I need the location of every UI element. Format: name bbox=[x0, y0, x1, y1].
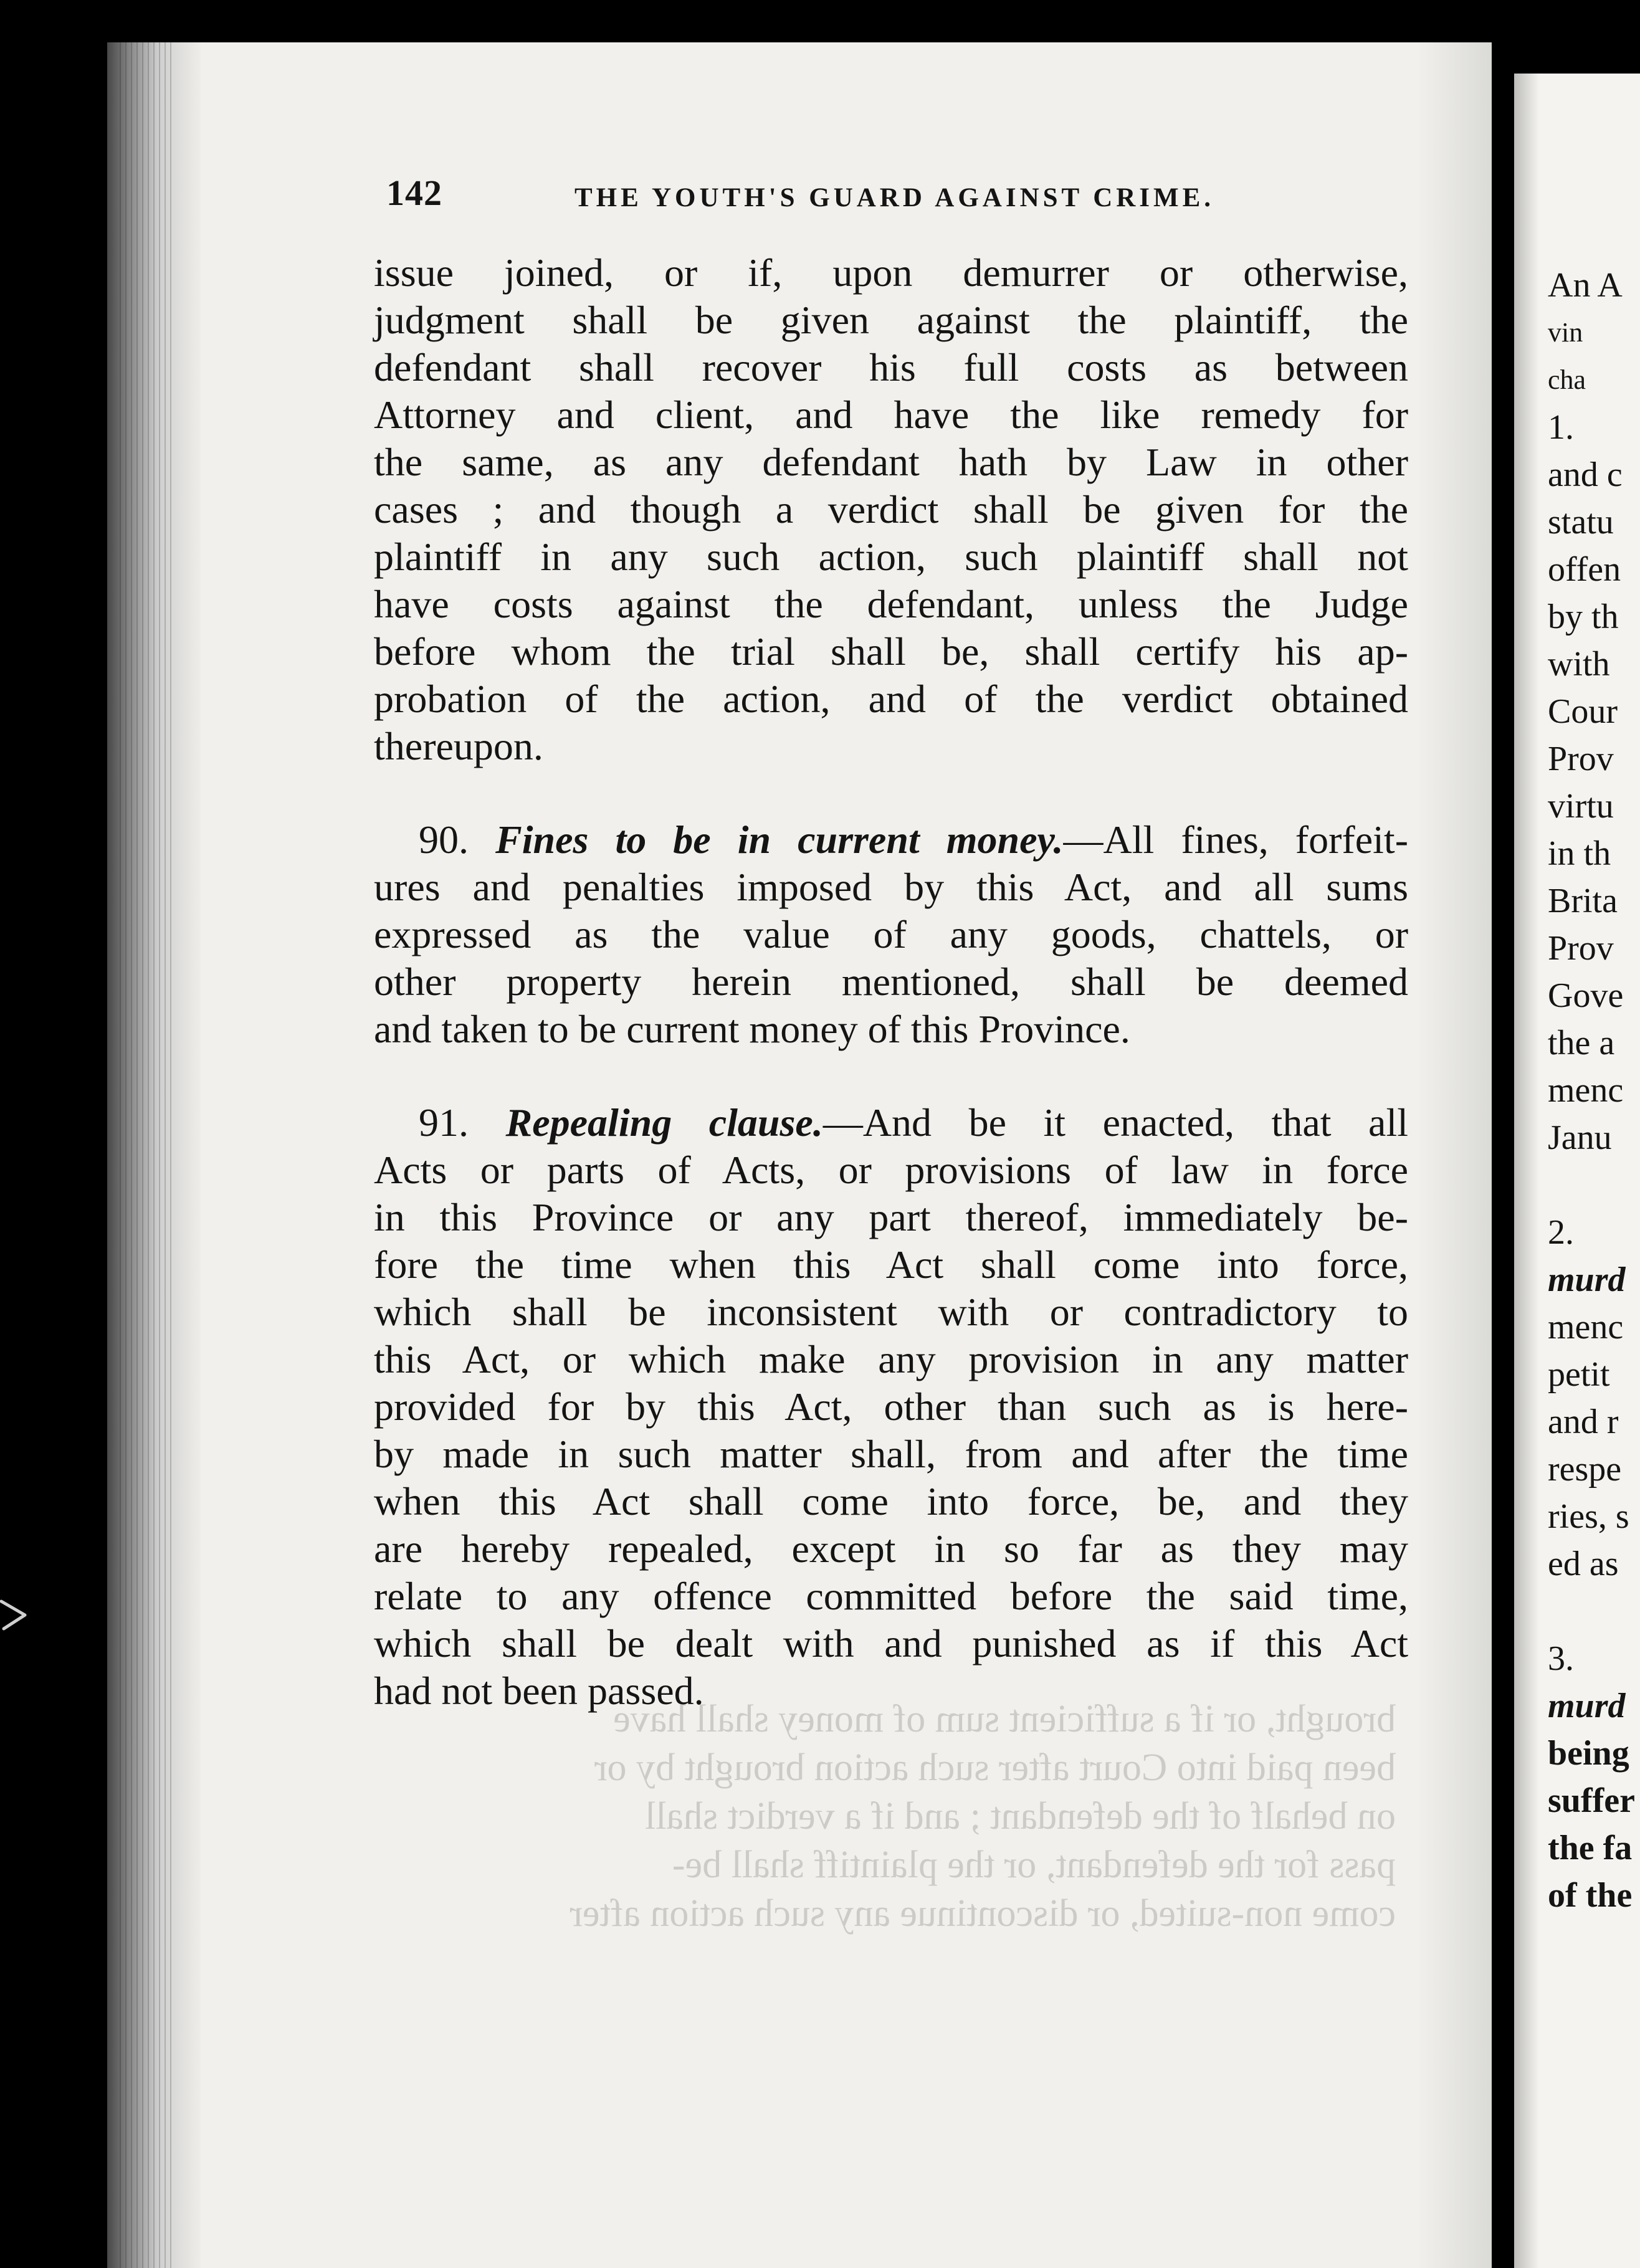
right-page-line: ed as bbox=[1548, 1545, 1619, 1583]
running-title: THE YOUTH'S GUARD AGAINST CRIME. bbox=[574, 183, 1215, 212]
text-line: and taken to be current money of this Province. bbox=[374, 1007, 1130, 1051]
right-page-line: by th bbox=[1548, 598, 1619, 636]
text-line: expressed as the value of any goods, chattels, or bbox=[374, 912, 1408, 956]
right-page-line: suffer bbox=[1548, 1781, 1635, 1820]
right-page-line: menc bbox=[1548, 1071, 1624, 1110]
text-line: have costs against the defendant, unless the Judge bbox=[374, 582, 1408, 626]
right-page-line: ries, s bbox=[1548, 1497, 1629, 1536]
text-line: this Act, or which make any provision in any matter bbox=[374, 1337, 1408, 1381]
text-line: thereupon. bbox=[374, 724, 543, 768]
text-line: when this Act shall come into force, be, and they bbox=[374, 1479, 1408, 1523]
text-line: other property herein mentioned, shall be deemed bbox=[374, 960, 1408, 1004]
right-page-line: of the bbox=[1548, 1876, 1633, 1915]
right-page-line: Brita bbox=[1548, 882, 1618, 920]
page-edges bbox=[120, 42, 176, 2268]
right-page-line bbox=[1548, 1161, 1640, 1209]
text-line: which shall be inconsistent with or contradictory to bbox=[374, 1290, 1408, 1334]
right-page-line: murd bbox=[1548, 1687, 1626, 1725]
text-line: the same, as any defendant hath by Law in other bbox=[374, 440, 1408, 484]
text-line: provided for by this Act, other than such as is here- bbox=[374, 1384, 1408, 1429]
page-fold-shadow bbox=[1417, 42, 1492, 2268]
right-page-line: 3. bbox=[1548, 1639, 1574, 1678]
section-90 bbox=[374, 816, 1408, 1053]
right-page-line: the a bbox=[1548, 1024, 1615, 1062]
text-line: which shall be dealt with and punished as if this Act bbox=[374, 1621, 1408, 1665]
right-page-line: and r bbox=[1548, 1403, 1619, 1441]
text-line: had not been passed. bbox=[374, 1669, 704, 1713]
right-page-line: 2. bbox=[1548, 1213, 1574, 1252]
right-page-line: menc bbox=[1548, 1308, 1624, 1346]
right-page-line: virtu bbox=[1548, 787, 1614, 826]
right-page-line: cha bbox=[1548, 364, 1586, 395]
right-page-line: murd bbox=[1548, 1260, 1626, 1299]
text-line: ures and penalties imposed by this Act, and all sums bbox=[374, 865, 1408, 909]
section-title: Repealing clause. bbox=[505, 1100, 823, 1145]
right-page-line: respe bbox=[1548, 1450, 1622, 1489]
right-page-text bbox=[1548, 262, 1640, 1919]
right-page-line: vin bbox=[1548, 317, 1583, 348]
text-line: fore the time when this Act shall come into force, bbox=[374, 1242, 1408, 1287]
continuation-paragraph bbox=[374, 249, 1408, 770]
right-page-line: in th bbox=[1548, 834, 1611, 873]
section-text: —All fines, forfeit- bbox=[1063, 817, 1408, 862]
text-line: before whom the trial shall be, shall certify his ap- bbox=[374, 629, 1408, 674]
bleed-through-text: brought, or if a sufficient sum of money shall have been paid into Court after such action brought by or on behalf of the defendant ; and if a verdict shall pass for the defendant, or the plaintiff shall be- come non-suited, or discontinue any such action after bbox=[570, 1698, 1396, 1935]
right-page-line: Gove bbox=[1548, 976, 1624, 1015]
right-page-line: being bbox=[1548, 1734, 1629, 1773]
text-line: plaintiff in any such action, such plaintiff shall not bbox=[374, 535, 1408, 579]
right-page-line: offen bbox=[1548, 550, 1621, 589]
right-page-line: Prov bbox=[1548, 929, 1614, 968]
right-page-line: 1. bbox=[1548, 408, 1574, 447]
right-page-line: petit bbox=[1548, 1355, 1610, 1394]
right-page-line: statu bbox=[1548, 503, 1614, 541]
section-heading-line bbox=[374, 1099, 1408, 1146]
clip-mark-icon bbox=[0, 1596, 45, 1634]
page-number: 142 bbox=[386, 173, 442, 213]
running-head bbox=[386, 168, 1271, 218]
body-text bbox=[374, 249, 1408, 1715]
right-page-line: and c bbox=[1548, 455, 1623, 494]
text-line: in this Province or any part thereof, immediately be- bbox=[374, 1195, 1408, 1239]
text-line: probation of the action, and of the verdict obtained bbox=[374, 677, 1408, 721]
text-line: Acts or parts of Acts, or provisions of law in force bbox=[374, 1148, 1408, 1192]
right-page-line: the fa bbox=[1548, 1829, 1633, 1867]
right-page-line: Cour bbox=[1548, 692, 1618, 731]
text-line: are hereby repealed, except in so far as they may bbox=[374, 1527, 1408, 1571]
right-page-line: with bbox=[1548, 645, 1610, 684]
right-page-gutter-shadow bbox=[1514, 74, 1539, 2268]
text-line: by made in such matter shall, from and after the time bbox=[374, 1432, 1408, 1476]
section-heading-line bbox=[374, 816, 1408, 864]
text-line: relate to any offence committed before the said time, bbox=[374, 1574, 1408, 1618]
right-page-line: Janu bbox=[1548, 1118, 1612, 1157]
right-page-line bbox=[1548, 1588, 1640, 1635]
section-text: —And be it enacted, that all bbox=[822, 1100, 1408, 1145]
section-number: 91. bbox=[419, 1100, 469, 1145]
text-line: issue joined, or if, upon demurrer or otherwise, bbox=[374, 250, 1408, 295]
right-page-line: Prov bbox=[1548, 740, 1614, 778]
text-line: defendant shall recover his full costs as between bbox=[374, 345, 1408, 389]
section-number: 90. bbox=[419, 817, 469, 862]
right-page-line: An A bbox=[1548, 266, 1623, 305]
text-line: Attorney and client, and have the like remedy for bbox=[374, 393, 1408, 437]
section-91 bbox=[374, 1099, 1408, 1715]
section-title: Fines to be in current money. bbox=[495, 817, 1064, 862]
text-line: judgment shall be given against the plaintiff, the bbox=[374, 298, 1408, 342]
text-line: cases ; and though a verdict shall be given for the bbox=[374, 487, 1408, 531]
